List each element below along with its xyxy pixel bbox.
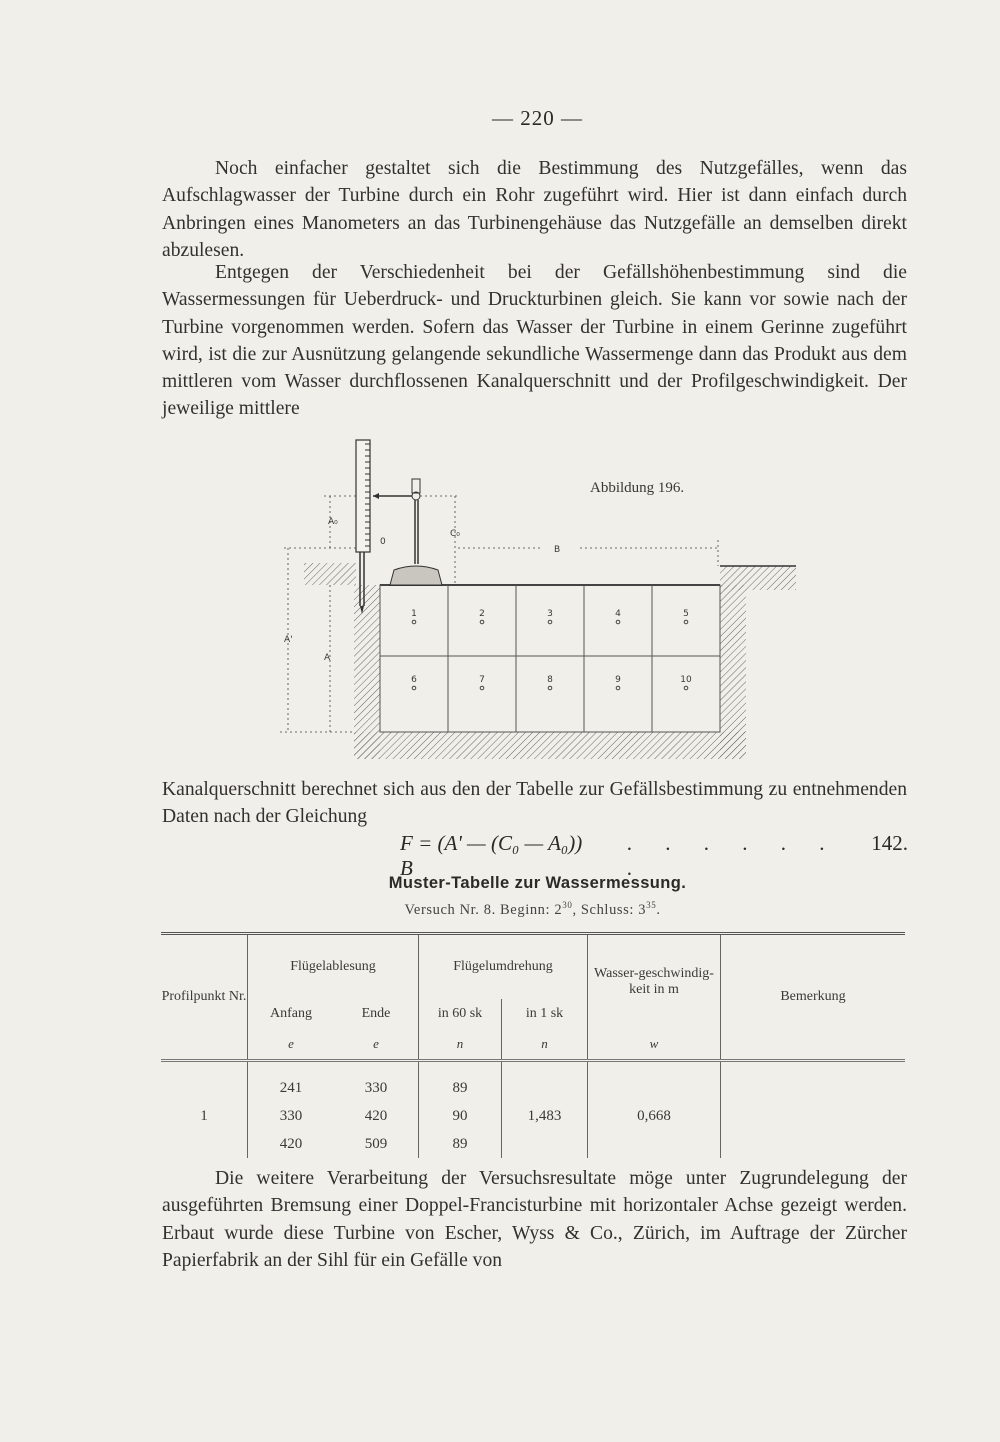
table-title: Muster-Tabelle zur Wassermessung. — [388, 874, 687, 892]
page-number: — 220 — — [492, 106, 583, 130]
profile-grid — [380, 585, 720, 732]
cell-ende: 509 — [334, 1130, 419, 1158]
header-geschwindigkeit: Wasser-geschwindig-keit in m — [588, 934, 721, 1030]
cell-bemerkung — [721, 1102, 906, 1130]
table-subtitle — [0, 900, 1000, 919]
symbol-w: w — [588, 1029, 721, 1061]
paragraph-wassermessung: Entgegen der Verschiedenheit bei der Gefällshöhenbestimmung sind die Wassermessungen für Ueberdruck- und Druckturbinen gleich. Sie kann vor sowie nach der Turbine vorgenommen werden. Sofern das Wasser der Turbine in einem Gerinne zugeführt wird, ist die zur Ausnützung gelangende sekundliche Wassermenge dann das Produkt aus dem mittleren vom Wasser durchflossenen Kanalquerschnitt und der Profilgeschwindigkeit. Der jeweilige mittlere — [162, 262, 907, 420]
measurement-points — [411, 609, 692, 690]
point-label: 7 — [479, 675, 485, 685]
point-label: 3 — [547, 609, 553, 619]
point-label: 4 — [615, 609, 621, 619]
point-label: 8 — [547, 675, 553, 685]
cell-ende: 330 — [334, 1061, 419, 1103]
cell-anfang: 420 — [279, 1135, 303, 1152]
ground-right — [720, 566, 796, 590]
channel-bottom — [354, 732, 746, 759]
equation-number: 142. — [871, 831, 908, 855]
cell-w: 0,668 — [588, 1102, 721, 1130]
header-anfang: Anfang — [270, 1006, 312, 1021]
header-fluegelablesung: Flügelablesung — [248, 934, 419, 1000]
cell-w — [588, 1061, 721, 1103]
cell-in1 — [502, 1061, 588, 1103]
cell-in60: 89 — [419, 1061, 502, 1103]
header-bemerkung: Bemerkung — [721, 934, 906, 1061]
point-label: 10 — [680, 675, 692, 685]
cell-profilpunkt — [161, 1130, 248, 1158]
cell-anfang: 330 — [279, 1107, 303, 1124]
cell-profilpunkt — [161, 1061, 248, 1103]
subtitle-beginn-sup: 30 — [562, 900, 573, 910]
subtitle-schluss-sup: 35 — [646, 900, 657, 910]
cell-in60: 90 — [419, 1102, 502, 1130]
figure-channel-cross-section — [270, 436, 800, 771]
symbol-in1: n — [502, 1029, 588, 1061]
header-profilpunkt: Profilpunkt Nr. — [161, 934, 248, 1061]
point-label: 9 — [615, 675, 621, 685]
equation-dots: . . . . . . . — [626, 831, 839, 880]
cell-in60: 89 — [419, 1130, 502, 1158]
wassermessung-table — [161, 932, 905, 1158]
pointer-stand — [373, 479, 442, 585]
point-label: 5 — [683, 609, 689, 619]
label-a-prime: A' — [284, 635, 293, 645]
label-zero: 0 — [380, 537, 386, 547]
table-row — [161, 1130, 905, 1158]
subtitle-versuch: Versuch Nr. 8. — [404, 901, 496, 918]
cell-w — [588, 1130, 721, 1158]
point-label: 6 — [411, 675, 417, 685]
cell-in1: 1,483 — [502, 1102, 588, 1130]
table-row — [161, 1061, 905, 1103]
label-c0: C₀ — [450, 529, 460, 539]
header-ende: Ende — [334, 999, 419, 1029]
subtitle-schluss: , Schluss: 3 — [572, 901, 647, 918]
subtitle-end: . — [656, 901, 661, 918]
header-in1: in 1 sk — [502, 999, 588, 1029]
symbol-anfang: e — [248, 1029, 335, 1061]
cell-profilpunkt: 1 — [161, 1102, 248, 1130]
header-fluegelumdrehung: Flügelumdrehung — [419, 934, 588, 1000]
paragraph-kanalquerschnitt: Kanalquerschnitt berechnet sich aus den der Tabelle zur Gefällsbestimmung zu entnehmenden Daten nach der Gleichung — [162, 779, 907, 828]
cell-bemerkung — [721, 1130, 906, 1158]
label-a: A — [324, 653, 331, 663]
symbol-ende: e — [334, 1029, 419, 1061]
label-a0: A₀ — [328, 517, 338, 527]
label-b: B — [554, 545, 561, 555]
cell-bemerkung — [721, 1061, 906, 1103]
paragraph-manometer: Noch einfacher gestaltet sich die Bestimmung des Nutzgefälles, wenn das Aufschlagwasser der Turbine durch ein Rohr zugeführt wird. Hier ist dann einfach durch Anbringen eines Manometers an das Turbinengehäuse das Nutzgefälle an demselben direkt abzulesen. — [162, 158, 907, 261]
paragraph-verarbeitung: Die weitere Verarbeitung der Versuchsresultate möge unter Zugrundelegung der ausgeführten Bremsung einer Doppel-Francisturbine mit horizontaler Achse gezeigt werden. Erbaut wurde diese Turbine von Escher, Wyss & Co., Zürich, im Auftrage der Zürcher Papierfabrik an der Sihl für ein Gefälle von — [162, 1168, 907, 1271]
table-row — [161, 1102, 905, 1130]
cell-ende: 420 — [334, 1102, 419, 1130]
subtitle-beginn: Beginn: 2 — [500, 901, 563, 918]
ground-left — [304, 563, 356, 585]
symbol-in60: n — [419, 1029, 502, 1061]
wall-right — [720, 585, 746, 759]
header-in60: in 60 sk — [419, 999, 502, 1029]
point-label: 2 — [479, 609, 485, 619]
point-label: 1 — [411, 609, 417, 619]
equation-formula: F = (A' — (C₀ — A₀)) B — [400, 831, 583, 880]
cell-in1 — [502, 1130, 588, 1158]
channel-diagram — [270, 436, 800, 766]
figure-caption: Abbildung 196. — [590, 480, 685, 496]
cell-anfang: 241 — [279, 1079, 303, 1096]
